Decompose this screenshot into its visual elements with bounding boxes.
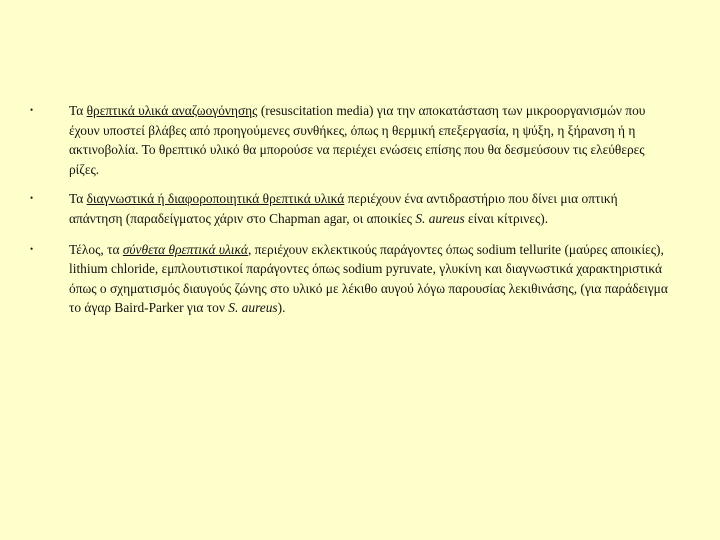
text-run: Τα	[69, 191, 87, 207]
italic-species-name: S. aureus	[228, 300, 278, 316]
text-run: (resuscitation media) για την αποκατάσταση των μικροοργανισμών που έχουν υποστεί βλάβες από προηγούμενες συνθήκες, όπως η θερμική επεξεργασία, η ψύξη, η ξήρανση ή η ακτινοβολία. Το θρεπτικό υλικό θα μπορούσε να περιέχει ενώσεις επίσης που θα δεσμεύσουν τις ελεύθερες ρίζες.	[69, 103, 646, 177]
bullet-item-complex-media	[30, 240, 670, 318]
text-run: Τέλος, τα	[69, 241, 123, 257]
bullet-icon: •	[30, 105, 34, 115]
bullet-icon: •	[30, 193, 34, 204]
bullet-item-diagnostic-media	[30, 189, 670, 228]
bullet-icon: •	[30, 243, 34, 254]
bullet-item-resuscitation-media	[30, 101, 670, 179]
underlined-term: σύνθετα θρεπτικά υλικά	[122, 241, 248, 257]
underlined-term: διαγνωστικά ή διαφοροποιητικά θρεπτικά υλικά	[86, 191, 345, 207]
italic-species-name: S. aureus	[415, 210, 465, 226]
text-run: περιέχουν ένα αντιδραστήριο που δίνει μια οπτική απάντηση (παραδείγματος χάριν στο Chapman agar, οι αποικίες	[69, 191, 618, 226]
bullet-list	[30, 101, 670, 328]
bullet-text	[69, 191, 618, 226]
bullet-text	[69, 242, 668, 316]
text-run: Τα	[69, 103, 87, 118]
underlined-term: θρεπτικά υλικά αναζωογόνησης	[86, 103, 258, 118]
text-run: , περιέχουν εκλεκτικούς παράγοντες όπως sodium tellurite (μαύρες αποικίες), lithium chloride, εμπλουτιστικοί παράγοντες όπως sodium pyruvate, γλυκίνη και διαγνωστικά χαρακτηριστικά όπως ο σχηματισμός διαυγούς ζώνης στο υλικό με λέκιθο αυγού λόγω παρουσίας λεκιθινάσης, (για παράδειγμα το άγαρ Baird-Parker για τον	[69, 241, 668, 316]
bullet-text	[69, 103, 645, 177]
text-run: είναι κίτρινες).	[464, 210, 549, 226]
text-run: ).	[277, 300, 286, 316]
